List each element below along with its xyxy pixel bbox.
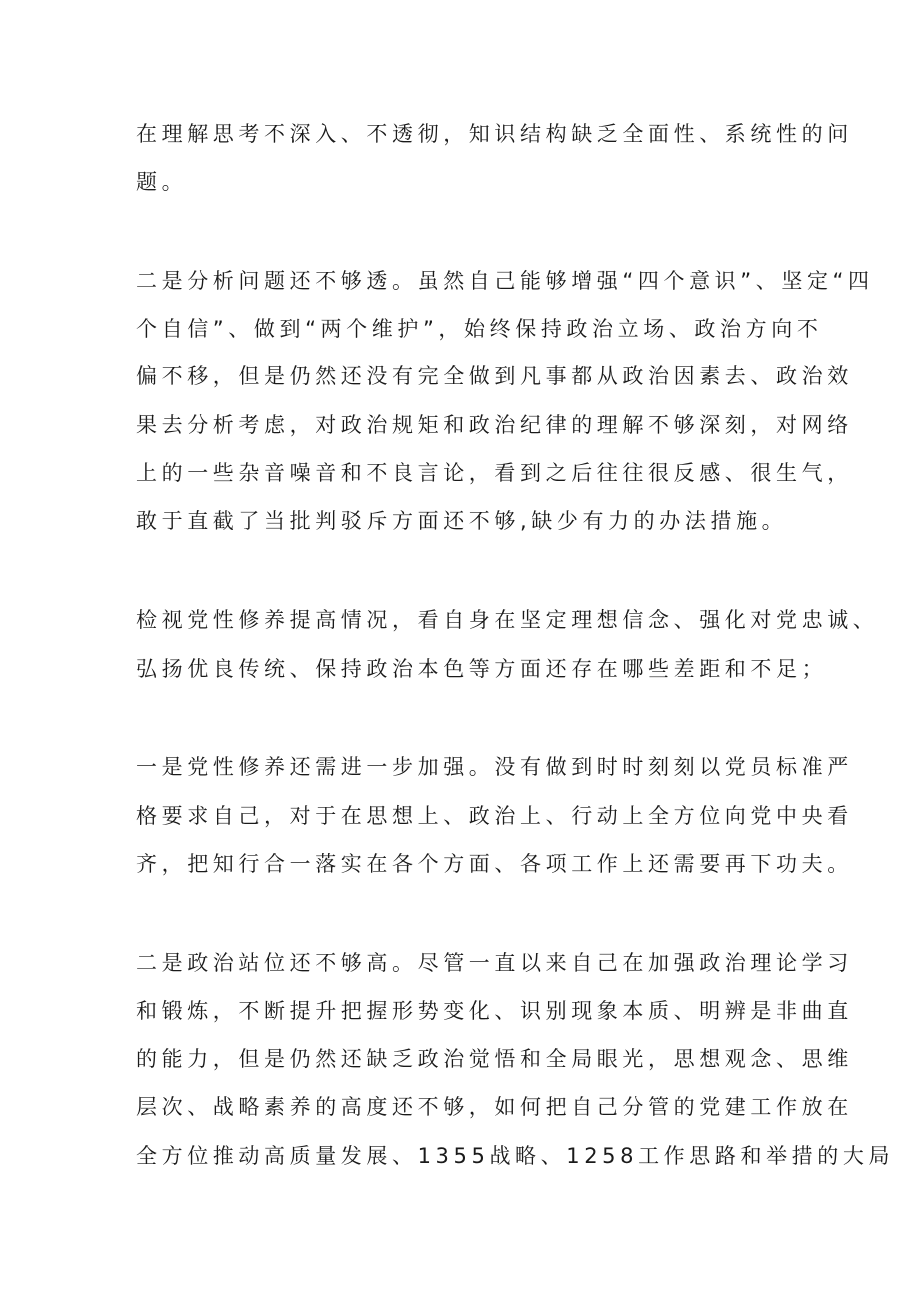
text-line: 个自信”、做到“两个维护”，始终保持政治立场、政治方向不	[136, 317, 823, 341]
text-line: 检视党性修养提高情况，看自身在坚定理想信念、强化对党忠诚、	[136, 608, 879, 632]
text-line: 在理解思考不深入、不透彻，知识结构缺乏全面性、系统性的问	[136, 122, 853, 146]
text-line: 上的一些杂音噪音和不良言论，看到之后往往很反感、很生气，	[136, 461, 853, 485]
text-line: 层次、战略素养的高度还不够，如何把自己分管的党建工作放在	[136, 1095, 853, 1119]
text-line: 敢于直截了当批判驳斥方面还不够,缺少有力的办法措施。	[136, 509, 788, 533]
text-line: 齐，把知行合一落实在各个方面、各项工作上还需要再下功夫。	[136, 852, 853, 876]
text-line: 果去分析考虑，对政治规矩和政治纪律的理解不够深刻，对网络	[136, 413, 853, 437]
text-line: 格要求自己，对于在思想上、政治上、行动上全方位向党中央看	[136, 804, 853, 828]
text-line: 一是党性修养还需进一步加强。没有做到时时刻刻以党员标准严	[136, 755, 853, 779]
text-line: 和锻炼，不断提升把握形势变化、识别现象本质、明辨是非曲直	[136, 999, 853, 1023]
text-line: 题。	[136, 170, 188, 194]
text-line: 的能力，但是仍然还缺乏政治觉悟和全局眼光，思想观念、思维	[136, 1047, 853, 1071]
text-line: 偏不移，但是仍然还没有完全做到凡事都从政治因素去、政治效	[136, 364, 853, 388]
text-line: 全方位推动高质量发展、1355战略、1258工作思路和举措的大局	[136, 1144, 895, 1168]
text-line: 二是政治站位还不够高。尽管一直以来自己在加强政治理论学习	[136, 951, 853, 975]
text-line: 弘扬优良传统、保持政治本色等方面还存在哪些差距和不足；	[136, 657, 828, 681]
text-line: 二是分析问题还不够透。虽然自己能够增强“四个意识”、坚定“四	[136, 269, 874, 293]
